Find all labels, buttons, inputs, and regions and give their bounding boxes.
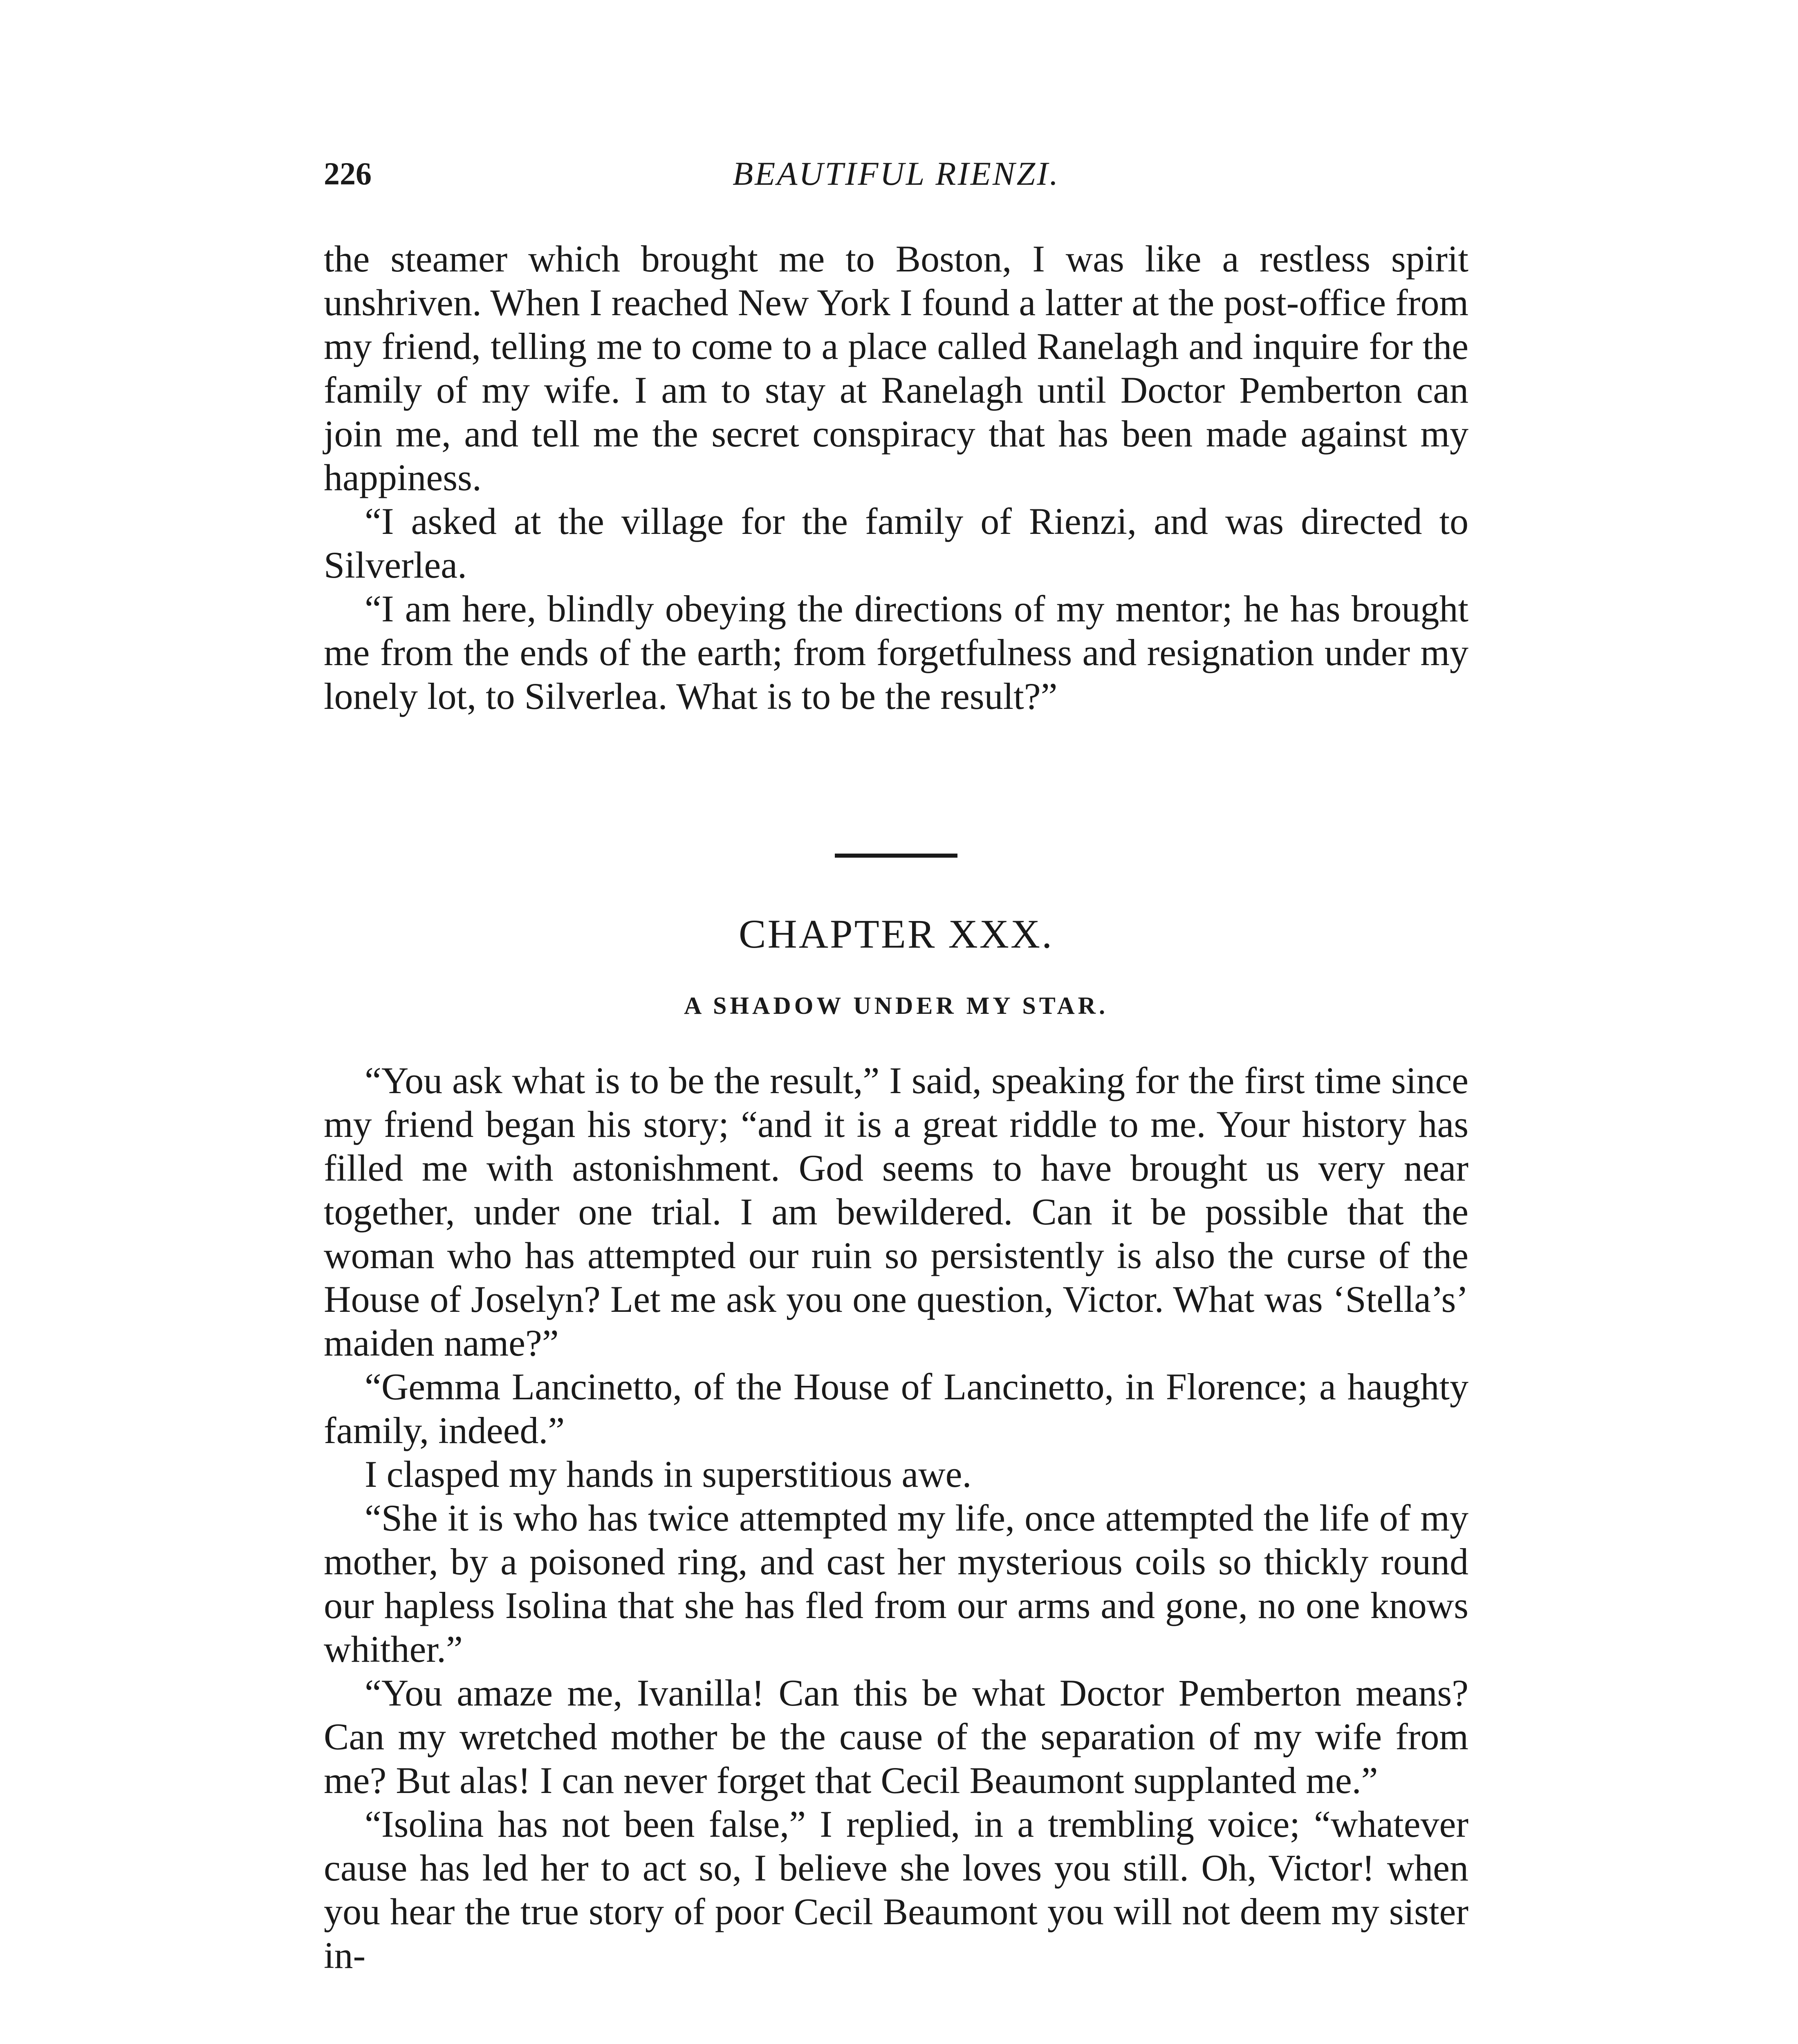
paragraph: “I am here, blindly obeying the directions of my mentor; he has brought me from the ends of the earth; from forgetfulness and resignation under my lonely lot, to Silverlea. What is to be the result?” <box>324 588 1468 717</box>
paragraph: I clasped my hands in superstitious awe. <box>365 1453 972 1495</box>
page-number: 226 <box>324 156 372 191</box>
paragraph: “You amaze me, Ivanilla! Can this be what Doctor Pemberton means? Can my wretched mother be the cause of the separation of my wife from me? But alas! I can never forget that Cecil Beaumont supplanted me.” <box>324 1672 1468 1801</box>
chapter-subtitle: A SHADOW UNDER MY STAR. <box>684 992 1108 1019</box>
bottom-text-block <box>324 1059 1468 1977</box>
paragraph: “I asked at the village for the family of Rienzi, and was directed to Silverlea. <box>324 500 1468 586</box>
top-text-block <box>324 237 1468 718</box>
running-head <box>324 153 1468 198</box>
running-title: BEAUTIFUL RIENZI. <box>733 155 1060 192</box>
paragraph: “Isolina has not been false,” I replied, in a trembling voice; “whatever cause has led her to act so, I believe she loves you still. Oh, Victor! when you hear the true story of poor Cecil Beaumont you will not deem my sister in- <box>324 1803 1468 1976</box>
paragraph: “She it is who has twice attempted my life, once attempted the life of my mother, by a poisoned ring, and cast her mysterious coils so thickly round our hapless Isolina that she has fled from our arms and gone, no one knows whither.” <box>324 1497 1468 1670</box>
chapter-title: CHAPTER XXX. <box>738 911 1054 957</box>
paragraph: the steamer which brought me to Boston, I was like a restless spirit unshriven. When I reached New York I found a latter at the post-office from my friend, telling me to come to a place called Ranelagh and inquire for the family of my wife. I am to stay at Ranelagh until Doctor Pemberton can join me, and tell me the secret conspiracy that has been made against my happiness. <box>324 238 1468 498</box>
paragraph: “You ask what is to be the result,” I said, speaking for the first time since my friend began his story; “and it is a great riddle to me. Your history has filled me with astonishment. God seems to have brought us very near together, under one trial. I am bewildered. Can it be possible that the woman who has attempted our ruin so persistently is also the curse of the House of Joselyn? Let me ask you one question, Victor. What was ‘Stella’s’ maiden name?” <box>324 1060 1468 1364</box>
paragraph: “Gemma Lancinetto, of the House of Lancinetto, in Florence; a haughty family, indeed.” <box>324 1366 1468 1451</box>
section-divider <box>835 854 957 858</box>
